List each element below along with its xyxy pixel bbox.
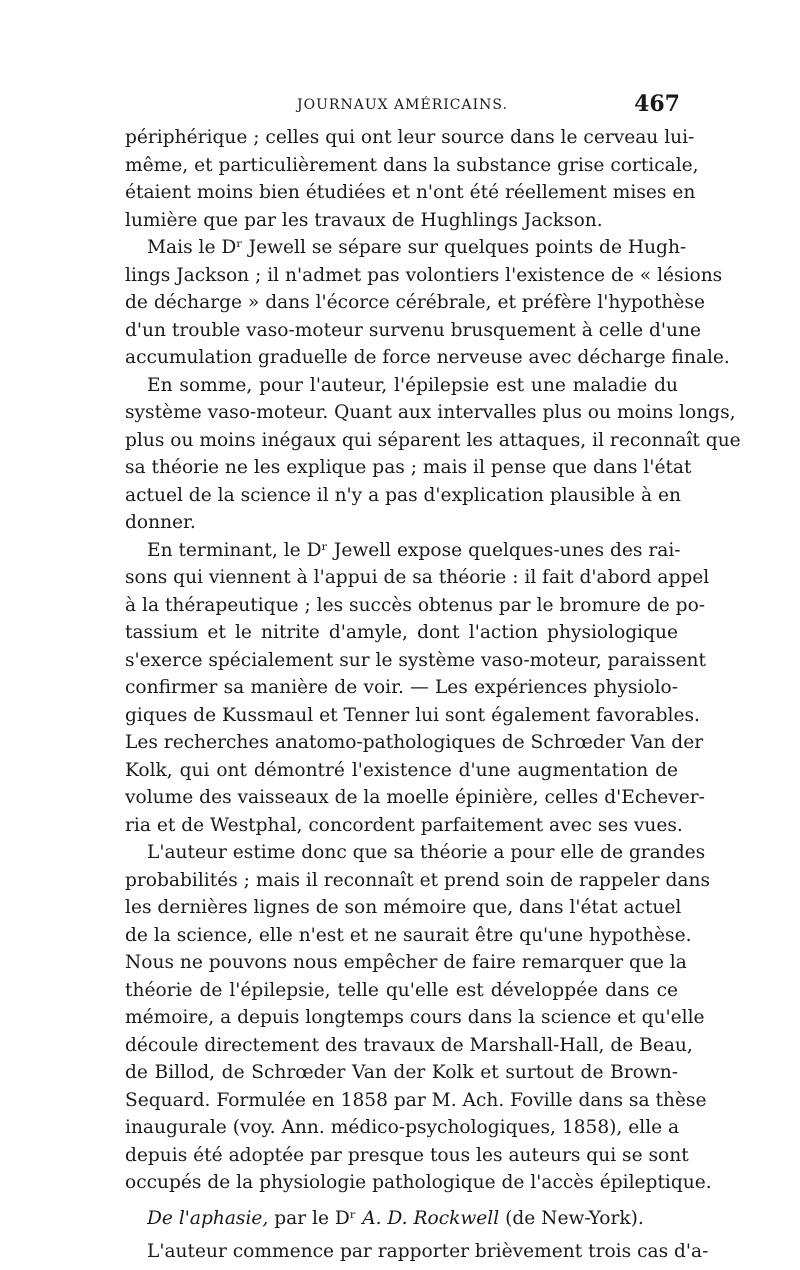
- text-line: système vaso-moteur. Quant aux intervalles plus ou moins longs,: [125, 402, 736, 423]
- text-line: lumière que par les travaux de Hughlings Jackson.: [125, 209, 603, 231]
- paragraph-5: [125, 839, 712, 1197]
- paragraph-4: [125, 537, 710, 840]
- text-line: étaient moins bien étudiées et n'ont été réellement mises en: [125, 182, 696, 203]
- text-line: accumulation graduelle de force nerveuse avec décharge finale.: [125, 347, 730, 368]
- running-title: JOURNAUX AMÉRICAINS.: [297, 97, 508, 113]
- text-line: de la science, elle n'est et ne saurait être qu'une hypothèse.: [125, 924, 692, 946]
- text-line: sa théorie ne les explique pas ; mais il pense que dans l'état: [125, 457, 692, 478]
- text-line: Kolk, qui ont démontré l'existence d'une augmentation de: [125, 759, 678, 781]
- text-line: Sequard. Formulée en 1858 par M. Ach. Foville dans sa thèse: [125, 1089, 707, 1111]
- page-number: 467: [634, 91, 680, 117]
- text-line: mémoire, a depuis longtemps cours dans la science et qu'elle: [125, 1007, 705, 1028]
- text-line: théorie de l'épilepsie, telle qu'elle est développée dans ce: [125, 979, 678, 1001]
- text-line: Mais le Dʳ Jewell se sépare sur quelques points de Hugh-: [147, 237, 687, 258]
- page-header: [125, 91, 680, 121]
- text-line: périphérique ; celles qui ont leur source dans le cerveau lui-: [125, 127, 695, 148]
- text-line: actuel de la science il n'y a pas d'explication plausible à en: [125, 484, 681, 506]
- text-line: confirmer sa manière de voir. — Les expériences physiolo-: [125, 677, 678, 698]
- text-line: lings Jackson ; il n'admet pas volontiers l'existence de « lésions: [125, 264, 723, 286]
- text-line: les dernières lignes de son mémoire que, dans l'état actuel: [125, 897, 682, 918]
- paragraph-3: [125, 372, 741, 537]
- text-line: ria et de Westphal, concordent parfaitement avec ses vues.: [125, 814, 683, 836]
- text-line: Les recherches anatomo-pathologiques de Schrœder Van der: [125, 732, 704, 753]
- text-line: découle directement des travaux de Marshall-Hall, de Beau,: [125, 1034, 693, 1056]
- text-line: de décharge » dans l'écorce cérébrale, et préfère l'hypothèse: [125, 292, 705, 313]
- text-line: En terminant, le Dʳ Jewell expose quelques-unes des rai-: [147, 539, 681, 561]
- text-line: En somme, pour l'auteur, l'épilepsie est une maladie du: [147, 374, 678, 396]
- text-line: L'auteur commence par rapporter brièvement trois cas d'a-: [147, 1241, 709, 1262]
- text-line: même, et particulièrement dans la substance grise corticale,: [125, 154, 699, 176]
- text-line: L'auteur estime donc que sa théorie a pour elle de grandes: [147, 842, 706, 863]
- section-title-location: (de New-York).: [499, 1207, 644, 1229]
- text-line: inaugurale (voy. Ann. médico-psychologiques, 1858), elle a: [125, 1117, 680, 1138]
- text-line: donner.: [125, 512, 196, 533]
- text-line: probabilités ; mais il reconnaît et prend soin de rappeler dans: [125, 869, 710, 891]
- text-line: Nous ne pouvons nous empêcher de faire remarquer que la: [125, 952, 687, 973]
- text-line: s'exerce spécialement sur le système vaso-moteur, paraissent: [125, 649, 706, 671]
- body-text: [125, 124, 741, 1266]
- section-title-author: A. D. Rockwell: [362, 1207, 500, 1229]
- text-line: de Billod, de Schrœder Van der Kolk et surtout de Brown-: [125, 1062, 678, 1083]
- section-title-by: par le Dʳ: [268, 1207, 363, 1229]
- text-line: à la thérapeutique ; les succès obtenus par le bromure de po-: [125, 594, 706, 616]
- text-line: plus ou moins inégaux qui séparent les attaques, il reconnaît que: [125, 429, 741, 451]
- text-line: depuis été adoptée par presque tous les auteurs qui se sont: [125, 1144, 689, 1166]
- text-line: d'un trouble vaso-moteur survenu brusquement à celle d'une: [125, 319, 701, 341]
- text-line: volume des vaisseaux de la moelle épinière, celles d'Echever-: [125, 787, 705, 808]
- text-line: sons qui viennent à l'appui de sa théorie : il fait d'abord appel: [125, 567, 710, 588]
- section-title: [125, 1205, 678, 1233]
- paragraph-1: [125, 124, 699, 234]
- text-line: occupés de la physiologie pathologique de l'accès épileptique.: [125, 1172, 712, 1193]
- section-title-subject: De l'aphasie,: [147, 1207, 269, 1229]
- paragraph-2: [125, 234, 730, 372]
- text-line: tassium et le nitrite d'amyle, dont l'action physiologique: [125, 622, 678, 643]
- text-line: giques de Kussmaul et Tenner lui sont également favorables.: [125, 704, 700, 726]
